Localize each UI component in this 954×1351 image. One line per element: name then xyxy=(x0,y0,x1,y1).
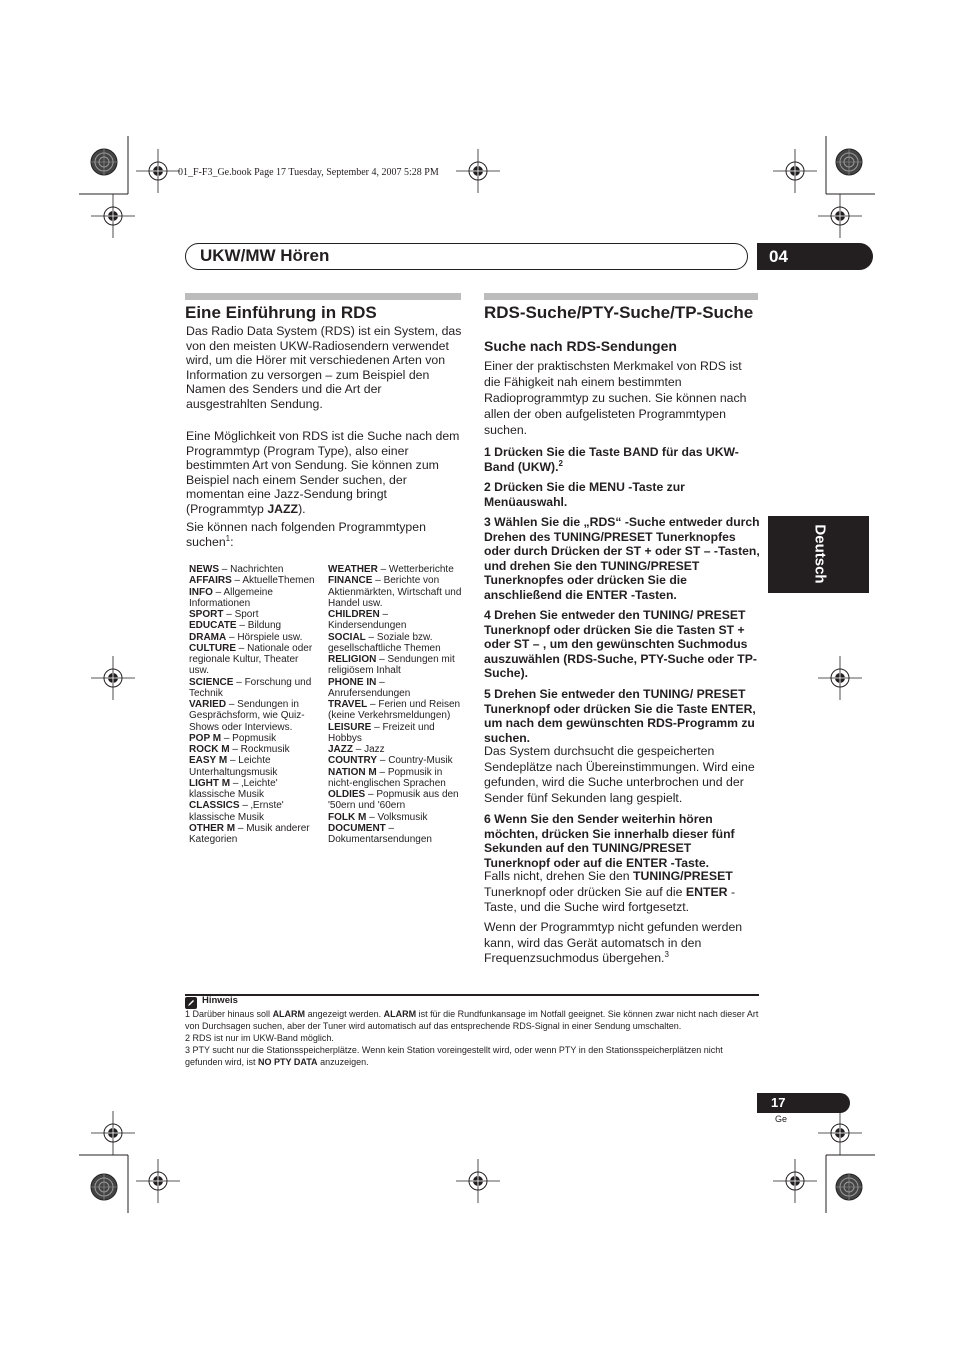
step-6-bold-2: ENTER xyxy=(685,884,728,899)
pty-type-desc: – Popmusik xyxy=(221,732,277,744)
pty-type-desc: – ‚Ernste' klassische Musik xyxy=(189,800,284,823)
note-3-post: anzuzeigen. xyxy=(317,1057,369,1067)
final-footnote-ref: 3 xyxy=(664,949,669,959)
pty-type-term: INFO xyxy=(189,586,213,598)
left-paragraph-1: Das Radio Data System (RDS) ist ein System, das von den meisten UKW-Radiosendern verwendet wird, um die Hörer mit verschiedenen Arten von Information zu versorgen – zum Beispiel den Namen des Senders und die Art der ausgestrahlten Sendung. xyxy=(186,324,462,411)
note-2: 2 RDS ist nur im UKW-Band möglich. xyxy=(185,1033,334,1043)
step-1-footnote-ref: 2 xyxy=(558,458,563,468)
step-6-mid: Tunerknopf oder drücken Sie auf die xyxy=(484,884,686,899)
pty-type-term: COUNTRY xyxy=(328,755,378,767)
step-6-bold-1: TUNING/PRESET xyxy=(633,869,733,883)
section-title: UKW/MW Hören xyxy=(200,246,330,265)
step-6-text xyxy=(484,869,760,916)
note-1-pre: 1 Darüber hinaus soll xyxy=(185,1009,273,1019)
pty-type-item xyxy=(189,620,321,631)
note-1-post: ist für die Rundfunkansage im Notfall geeignet. Sie können zwar nicht nach dieser Art von Durchsagen suchen, aber der Tuner wird automatisch auf das entsprechende RDS-Signal in einer Sendung umschalten. xyxy=(185,1009,759,1031)
p3-text: Sie können nach folgenden Programmtypen suchen xyxy=(186,520,426,549)
pty-list-col1 xyxy=(189,564,321,845)
p3-end: : xyxy=(230,534,234,549)
pty-type-desc: – Dokumentarsendungen xyxy=(328,822,432,845)
pty-type-desc: – Popmusik aus den '50ern und '60ern xyxy=(328,789,459,812)
pty-type-item xyxy=(189,699,321,733)
pty-type-item xyxy=(328,767,462,790)
step-1-text: 1 Drücken Sie die Taste BAND für das UKW-Band (UKW). xyxy=(484,445,739,474)
pty-type-item xyxy=(328,755,462,766)
pty-type-term: EASY M xyxy=(189,755,228,767)
pty-type-item xyxy=(189,575,321,586)
pty-type-desc: – Anrufersendungen xyxy=(328,676,411,699)
pty-type-desc: – Sendungen in Gesprächsform, wie Quiz-Shows oder Interviews. xyxy=(189,699,305,733)
note-1-bold-1: ALARM xyxy=(272,1009,306,1019)
pty-type-item xyxy=(328,575,462,609)
final-paragraph xyxy=(484,920,760,967)
pty-type-desc: – Sport xyxy=(223,609,259,620)
note-1-mid: angezeigt werden. xyxy=(305,1009,384,1019)
pty-type-term: WEATHER xyxy=(328,564,378,575)
note-1-bold-2: ALARM xyxy=(383,1009,417,1019)
pty-type-item xyxy=(328,609,462,632)
step-6-pre: Falls nicht, drehen Sie den xyxy=(484,869,634,883)
pty-type-desc: – Wetterberichte xyxy=(377,564,454,575)
pty-type-term: AFFAIRS xyxy=(189,575,232,587)
pty-type-desc: – Nachrichten xyxy=(219,564,284,575)
pty-type-item xyxy=(189,755,321,778)
pty-type-desc: – Rockmusik xyxy=(229,744,290,755)
left-heading: Eine Einführung in RDS xyxy=(185,303,377,322)
page-number: 17 xyxy=(757,1093,850,1113)
p3-footnote-ref: 1 xyxy=(225,533,231,543)
pty-type-term: CHILDREN xyxy=(328,609,380,620)
step-3: 3 Wählen Sie die „RDS“ -Suche entweder durch Drehen des TUNING/PRESET Tunerknopfes oder durch Drücken der ST + oder ST – -Tasten, und drehen Sie den TUNING/PRESET Tunerknopfes oder drücken Sie die anschließend die ENTER -Tasten. xyxy=(484,515,760,602)
pty-type-term: JAZZ xyxy=(328,744,353,755)
left-paragraph-2 xyxy=(186,429,462,517)
pty-type-item xyxy=(189,609,321,620)
pty-type-item xyxy=(189,733,321,744)
pty-type-term: FINANCE xyxy=(328,575,373,587)
pty-type-desc: – Volksmusik xyxy=(366,811,428,823)
page-language: Ge xyxy=(775,1114,788,1124)
pty-type-item xyxy=(328,632,462,655)
pty-type-desc: – Country-Musik xyxy=(377,755,453,767)
step-2: 2 Drücken Sie die MENU -Taste zur Menüauswahl. xyxy=(484,480,685,509)
pty-type-term: RELIGION xyxy=(328,654,377,665)
pty-type-term: SOCIAL xyxy=(328,631,366,643)
pty-type-desc: – Ferien und Reisen (keine Verkehrsmeldungen) xyxy=(328,699,461,722)
final-text: Wenn der Programmtyp nicht gefunden werden kann, wird das Gerät automatsch in den Frequenzsuchmodus übergehen. xyxy=(484,920,743,965)
pty-type-desc: – Nationale oder regionale Kultur, Theater usw. xyxy=(189,642,313,677)
pty-type-desc: – Hörspiele usw. xyxy=(226,631,303,643)
pty-type-desc: – AktuelleThemen xyxy=(231,575,315,587)
pty-type-item xyxy=(189,778,321,801)
pty-type-desc: – Soziale bzw. gesellschaftliche Themen xyxy=(328,631,441,654)
pty-type-item xyxy=(189,744,321,755)
pty-type-item xyxy=(189,643,321,677)
language-tab-label: Deutsch xyxy=(811,524,829,584)
file-info: 01_F-F3_Ge.book Page 17 Tuesday, September 4, 2007 5:28 PM xyxy=(178,167,439,178)
right-heading: RDS-Suche/PTY-Suche/TP-Suche xyxy=(484,303,754,322)
pty-type-item xyxy=(328,744,462,755)
p2-text: Eine Möglichkeit von RDS ist die Suche nach dem Programmtyp (Program Type), also einer bestimmten Art von Sendung. Sie können zum Beispiel nach einem Sender suchen, der momentan eine Jazz-Sendung bringt (Programmtyp xyxy=(186,429,460,516)
pty-type-item xyxy=(328,812,462,823)
pty-type-item xyxy=(328,654,462,677)
pty-type-desc: – Sendungen mit religiösem Inhalt xyxy=(328,654,455,677)
step-6-post: -Taste, und die Suche wird fortgesetzt. xyxy=(484,884,736,914)
section-bar-left xyxy=(185,293,461,300)
notes-divider xyxy=(185,994,759,996)
pty-type-item xyxy=(328,699,462,722)
pty-type-item xyxy=(189,823,321,846)
right-intro: Einer der praktischsten Merkmakel von RDS ist die Fähigkeit nah einem bestimmten Radioprogrammtyp zu suchen. Sie können nach allen der oben aufgelisteten Programmtypen suchen. xyxy=(484,359,747,437)
pty-type-term: NATION M xyxy=(328,766,377,778)
notes-body xyxy=(185,1008,759,1068)
pty-list-col2 xyxy=(328,564,462,845)
pty-type-term: OLDIES xyxy=(328,789,366,800)
chapter-number: 04 xyxy=(757,243,873,270)
pty-type-item xyxy=(328,789,462,812)
pty-type-desc: – Leichte Unterhaltungsmusik xyxy=(189,755,278,778)
language-tab xyxy=(768,516,869,593)
pty-type-item xyxy=(328,823,462,846)
pty-type-term: CULTURE xyxy=(189,642,237,654)
step-1 xyxy=(484,445,760,474)
pty-type-term: POP M xyxy=(189,732,222,744)
pty-type-item xyxy=(328,722,462,745)
pty-type-item xyxy=(189,632,321,643)
pty-type-term: SPORT xyxy=(189,609,224,620)
pty-type-item xyxy=(189,800,321,823)
step-5: 5 Drehen Sie entweder den TUNING/ PRESET Tunerknopf oder drücken Sie die Taste ENTER, um nach dem gewünschten RDS-Programm zu suchen. xyxy=(484,687,756,745)
pty-type-term: LIGHT M xyxy=(189,777,231,789)
pty-type-term: SCIENCE xyxy=(189,676,234,688)
pty-type-desc: – Freizeit und Hobbys xyxy=(328,721,435,744)
pty-type-item xyxy=(189,564,321,575)
pty-type-term: FOLK M xyxy=(328,811,367,823)
step-4: 4 Drehen Sie entweder den TUNING/ PRESET Tunerknopf oder drücken Sie die Tasten ST + oder ST – , um den gewünschten Suchmodus auszuwählen (RDS-Suche, PTY-Suche oder TP-Suche). xyxy=(484,608,757,680)
pty-type-item xyxy=(189,587,321,610)
pty-type-term: LEISURE xyxy=(328,721,372,733)
pty-type-item xyxy=(328,564,462,575)
pty-type-desc: – ‚Leichte' klassische Musik xyxy=(189,777,278,800)
pty-type-term: ROCK M xyxy=(189,744,230,755)
step-5-text: Das System durchsucht die gespeicherten Sendeplätze nach Übereinstimmungen. Wird eine gefunden, wird die Suche unterbrochen und der Sender fünf Sekunden lang gespielt. xyxy=(484,744,755,805)
pty-type-term: VARIED xyxy=(189,699,227,710)
pty-type-desc: – Jazz xyxy=(353,744,385,755)
pty-type-item xyxy=(328,677,462,700)
section-header xyxy=(185,243,748,270)
pty-type-desc: – Musik anderer Kategorien xyxy=(189,822,310,845)
note-3 xyxy=(185,1044,759,1068)
pty-type-term: DRAMA xyxy=(189,631,227,643)
pty-type-desc: – Allgemeine Informationen xyxy=(189,586,273,609)
left-paragraph-3 xyxy=(186,520,462,549)
pty-type-desc: – Bildung xyxy=(236,620,282,632)
section-bar-right xyxy=(484,293,758,300)
pty-type-term: DOCUMENT xyxy=(328,822,386,834)
pty-type-term: CLASSICS xyxy=(189,800,240,812)
pty-type-term: TRAVEL xyxy=(328,699,368,710)
note-3-pre: 3 PTY sucht nur die Stationsspeicherplätze. Wenn kein Station voreingestellt wird, oder wenn PTY in den Stationsspeicherplätzen nicht gefunden wird, ist xyxy=(185,1045,723,1067)
step-6: 6 Wenn Sie den Sender weiterhin hören möchten, drücken Sie innerhalb dieser fünf Sekunden auf den TUNING/PRESET Tunerknopf oder auf die ENTER -Taste. xyxy=(484,812,735,870)
pty-type-term: EDUCATE xyxy=(189,620,237,632)
pty-type-desc: – Forschung und Technik xyxy=(189,676,312,699)
note-1 xyxy=(185,1008,759,1032)
notes-title: Hinweis xyxy=(202,995,238,1006)
p2-end: ). xyxy=(298,501,306,516)
pty-type-desc: – Popmusik in nicht-englischen Sprachen xyxy=(328,766,446,789)
pty-type-item xyxy=(189,677,321,700)
pty-type-desc: – Berichte von Aktienmärkten, Wirtschaft und Handel usw. xyxy=(328,575,462,609)
pty-type-term: NEWS xyxy=(189,564,219,575)
right-subheading: Suche nach RDS-Sendungen xyxy=(484,338,677,354)
pty-type-term: PHONE IN xyxy=(328,676,377,688)
pty-type-desc: – Kindersendungen xyxy=(328,609,407,632)
pty-type-term: OTHER M xyxy=(189,822,236,834)
p2-bold: JAZZ xyxy=(267,501,299,516)
note-3-bold: NO PTY DATA xyxy=(258,1057,318,1067)
